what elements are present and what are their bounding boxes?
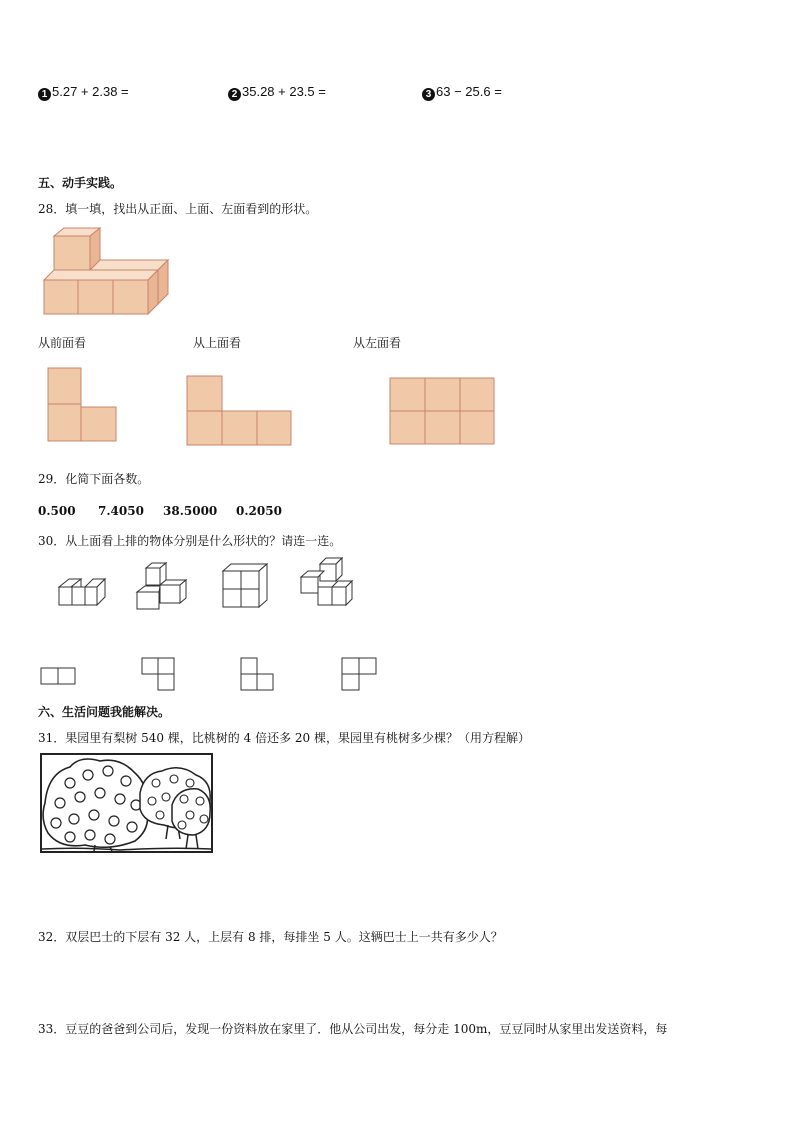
q30-object-3 <box>222 563 270 609</box>
q29-number: 38.5000 <box>163 504 218 518</box>
circled-number-1: 1 <box>38 88 51 101</box>
calc-expression-1: 5.27 + 2.38 = <box>52 84 129 99</box>
q30-top-shape-4 <box>341 657 379 693</box>
section-6-heading: 六、生活问题我能解决。 <box>38 705 171 719</box>
front-view-shape <box>47 367 119 445</box>
label-top-view: 从上面看 <box>193 336 242 350</box>
top-view-shape <box>186 375 296 447</box>
question-29: 29．化简下面各数。 <box>38 472 150 486</box>
q30-object-2 <box>136 562 188 612</box>
question-31: 31．果园里有梨树 540 棵，比桃树的 4 倍还多 20 棵，果园里有桃树多少棵？（用方程解） <box>38 731 530 745</box>
calc-item-3 <box>422 84 502 101</box>
calc-item-1 <box>38 84 129 101</box>
cube-stack-figure <box>40 226 180 321</box>
q30-object-4 <box>300 557 354 611</box>
left-view-shape <box>389 377 497 447</box>
label-left-view: 从左面看 <box>353 336 402 350</box>
q30-top-shape-1 <box>40 667 78 687</box>
calc-expression-3: 63 − 25.6 = <box>436 84 502 99</box>
section-5-heading: 五、动手实践。 <box>38 176 123 190</box>
circled-number-2: 2 <box>228 88 241 101</box>
circled-number-3: 3 <box>422 88 435 101</box>
q30-object-1 <box>57 575 107 610</box>
q29-number-list <box>38 500 282 519</box>
calc-expression-2: 35.28 + 23.5 = <box>242 84 326 99</box>
q29-number: 0.500 <box>38 504 76 518</box>
label-front-view: 从前面看 <box>38 336 87 350</box>
q30-top-shape-2 <box>141 657 177 693</box>
question-33: 33．豆豆的爸爸到公司后，发现一份资料放在家里了．他从公司出发，每分走 100m，豆豆同时从家里出发送资料，每 <box>38 1022 668 1036</box>
question-28: 28．填一填，找出从正面、上面、左面看到的形状。 <box>38 202 318 216</box>
q29-number: 0.2050 <box>236 504 282 518</box>
q30-top-shape-3 <box>240 657 276 693</box>
q29-number: 7.4050 <box>98 504 144 518</box>
calc-item-2 <box>228 84 326 101</box>
orchard-trees-picture <box>40 753 214 855</box>
question-32: 32．双层巴士的下层有 32 人，上层有 8 排，每排坐 5 人。这辆巴士上一共有多少人？ <box>38 930 503 944</box>
question-30: 30．从上面看上排的物体分别是什么形状的？请连一连。 <box>38 534 342 548</box>
